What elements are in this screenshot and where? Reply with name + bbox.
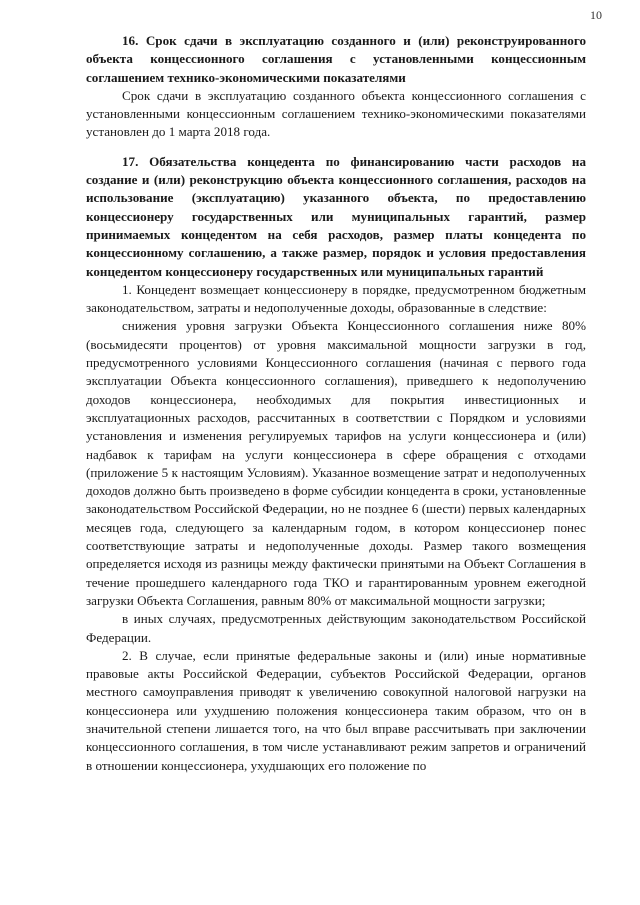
section-17-paragraph-4: 2. В случае, если принятые федеральные законы и (или) иные нормативные правовые акты Российской Федерации, субъектов Российской Федерации, органов местного самоуправления приводят к увеличению совокупной налоговой нагрузки на концессионера или ухудшению положения концессионера таким образом, что он в значительной степени лишается того, на что был вправе рассчитывать при заключении концессионного соглашения, в том числе устанавливают режим запретов и ограничений в отношении концессионера, ухудшающих его положение по (86, 647, 586, 773)
section-17-paragraph-1: 1. Концедент возмещает концессионеру в порядке, предусмотренном бюджетным законодательством, затраты и недополученные доходы, образованные в следствие: (86, 281, 586, 316)
section-16-body: Срок сдачи в эксплуатацию созданного объекта концессионного соглашения с установленными концессионным соглашением технико-экономическими показателями установлен до 1 марта 2018 года. (86, 87, 586, 140)
page-number: 10 (590, 8, 602, 22)
section-17-paragraph-2: снижения уровня загрузки Объекта Концессионного соглашения ниже 80% (восьмидесяти процентов) от уровня максимальной мощности загрузки в год, предусмотренного условиями Концессионного соглашения (начиная с первого года эксплуатации Объекта концессионного соглашения), приведшего к недополучению доходов концессионера, необходимых для покрытия инвестиционных и эксплуатационных расходов, рассчитанных в соответствии с Порядком и условиями установления и изменения регулируемых тарифов на услуги концессионера и (или) надбавок к тарифам на услуги концессионера в сфере обращения с отходами (приложение 5 к настоящим Условиям). Указанное возмещение затрат и недополученных доходов должно быть произведено в форме субсидии концедента в сроки, установленные законодательством Российской Федерации, но не позднее 6 (шести) первых календарных месяцев года, следующего за календарным годом, в котором концессионер понес соответствующие затраты и недополученные доходы. Размер такого возмещения определяется исходя из разницы между фактически принятыми на Объект Соглашения в течение прошедшего календарного года ТКО и гарантированным уровнем ежегодной загрузки Объекта Соглашения, равным 80% от максимальной мощности загрузки; (86, 318, 586, 608)
section-17-paragraph-3: в иных случаях, предусмотренных действующим законодательством Российской Федерации. (86, 611, 586, 645)
section-spacer (86, 142, 586, 153)
section-16-heading: 16. Срок сдачи в эксплуатацию созданного и (или) реконструированного объекта концессионного соглашения с установленными концессионным соглашением технико-экономическими показателями (86, 33, 586, 85)
section-17-heading: 17. Обязательства концедента по финансированию части расходов на создание и (или) реконструкцию объекта концессионного соглашения, расходов на использование (эксплуатацию) указанного объекта, по предоставлению концессионеру государственных или муниципальных гарантий, размер принимаемых концедентом на себя расходов, размер платы концедента по концессионному соглашению, а также размер, порядок и условия предоставления концедентом концессионеру государственных или муниципальных гарантий (86, 153, 586, 279)
document-body (86, 32, 586, 775)
